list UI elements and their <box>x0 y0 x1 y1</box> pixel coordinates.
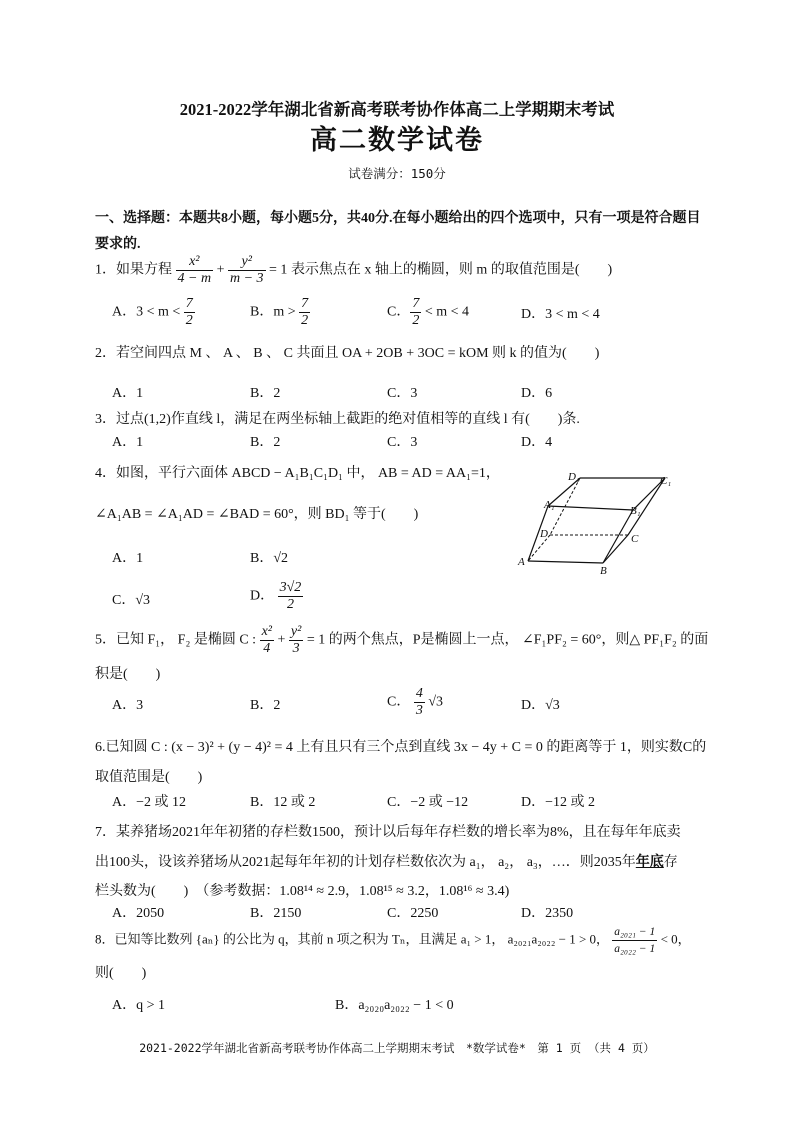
section-heading: 一、选择题：本题共8小题，每小题5分，共40分.在每小题给出的四个选项中，只有一项是符合题目要求的. <box>95 211 701 252</box>
q6-option-c: C．−2 或 −12 <box>387 795 469 810</box>
question-5-line-2: 积是( ) <box>95 667 161 682</box>
question-8-line-1: 8．已知等比数列 {aₙ} 的公比为 q，其前 n 项之积为 Tₙ，且满足 a₁ > 1， a₂₀₂₁a₂₀₂₂ − 1 > 0， $\frac{\text{a₂₀₂₁ − 1}}{\text{a₂₀₂₂ − 1}}$ < 0， <box>95 926 691 955</box>
vertex-d-label: D <box>540 528 548 540</box>
exam-subject-title: 高二数学试卷 <box>310 125 484 155</box>
exam-score-note: 试卷满分：150分 <box>348 166 446 181</box>
q2-option-a: A．1 <box>112 386 144 401</box>
q6-option-b: B．12 或 2 <box>250 795 316 810</box>
q3-option-c: C．3 <box>387 435 418 450</box>
vertex-d1-label: D₁ <box>568 471 580 483</box>
exam-title: 2021-2022学年湖北省新高考联考协作体高二上学期期末考试 <box>179 100 615 119</box>
vertex-b1-label: B₁ <box>630 505 641 517</box>
vertex-b-label: B <box>600 565 607 577</box>
q4-option-d: D． $\frac{3√2}{2}$ <box>250 580 302 612</box>
question-7-line-1: 7．某养猪场2021年年初猪的存栏数1500，预计以后每年存栏数的增长率为8%，且在每年年底卖 <box>95 825 681 840</box>
q1-option-b: B．m > $\frac{7}{2}$ <box>250 296 309 328</box>
q1-option-d: D．3 < m < 4 <box>521 307 600 322</box>
q5-option-c: C． $\frac{4}{3}$ √3 <box>387 686 444 718</box>
q7-option-c: C．2250 <box>387 906 439 921</box>
question-4-line-1: 4．如图，平行六面体 ABCD − A₁B₁C₁D₁ 中， AB = AD = AA₁=1， <box>95 466 500 481</box>
q8-option-a: A．q > 1 <box>112 998 166 1013</box>
question-6-line-2: 取值范围是( ) <box>95 770 203 785</box>
q4-option-b: B．√2 <box>250 551 289 566</box>
q1-option-a: A．3 < m < $\frac{7}{2}$ <box>112 296 193 328</box>
q4-option-c: C．√3 <box>112 593 151 608</box>
question-2: 2．若空间四点 M 、 A 、 B 、 C 共面且 OA + 2OB + 3OC = kOM 则 k 的值为( ) <box>95 346 600 361</box>
q6-option-d: D．−12 或 2 <box>521 795 596 810</box>
question-7-line-2: 出100头，设该养猪场从2021起每年年初的计划存栏数依次为 a₁， a₂， a₃，…．则2035年年底存 <box>95 855 678 870</box>
question-4-line-2: ∠A₁AB = ∠A₁AD = ∠BAD = 60°，则 BD₁ 等于( ) <box>95 507 419 522</box>
q7-option-b: B．2150 <box>250 906 302 921</box>
question-6-line-1: 6.已知圆 C : (x − 3)² + (y − 4)² = 4 上有且只有三个点到直线 3x − 4y + C = 0 的距离等于 1，则实数C的 <box>95 740 707 755</box>
q2-option-b: B．2 <box>250 386 281 401</box>
question-8-line-2: 则( ) <box>95 966 147 981</box>
q8-option-b: B．a₂₀₂₀a₂₀₂₂ − 1 < 0 <box>335 998 454 1013</box>
vertex-c1-label: C₁ <box>660 475 672 487</box>
question-7-line-3: 栏头数为( ) （参考数据：1.08¹⁴ ≈ 2.9，1.08¹⁵ ≈ 3.2，1.08¹⁶ ≈ 3.4) <box>95 884 510 899</box>
q7-option-d: D．2350 <box>521 906 574 921</box>
vertex-a1-label: A₁ <box>544 499 555 511</box>
q5-option-b: B．2 <box>250 698 281 713</box>
vertex-c-label: C <box>631 533 639 545</box>
q2-option-d: D．6 <box>521 386 553 401</box>
q3-option-b: B．2 <box>250 435 281 450</box>
q2-option-c: C．3 <box>387 386 418 401</box>
vertex-a-label: A <box>518 556 525 568</box>
question-5-line-1: 5．已知 F₁， F₂ 是椭圆 C : $\frac{\text{x²}}{4}$ + $\frac{\text{y²}}{3}$ = 1 的两个焦点，P是椭圆上一点， ∠F₁PF₂ = 60°，则△ PF₁F₂ 的面 <box>95 624 709 656</box>
q3-option-a: A．1 <box>112 435 144 450</box>
q4-option-a: A．1 <box>112 551 144 566</box>
question-1: 1．如果方程 $\frac{\text{x²}}{4 - m}$ + $\frac{\text{y²}}{m - 3}$ = 1 表示焦点在 x 轴上的椭圆，则 m 的取值范围是( ) <box>95 254 613 286</box>
q5-option-a: A．3 <box>112 698 144 713</box>
parallelepiped-figure <box>510 468 700 578</box>
q1-option-c: C． $\frac{7}{2}$ < m < 4 <box>387 296 470 328</box>
q5-option-d: D．√3 <box>521 698 560 713</box>
q7-option-a: A．2050 <box>112 906 165 921</box>
page-footer: 2021-2022学年湖北省新高考联考协作体高二上学期期末考试 *数学试卷* 第 1 页 （共 4 页） <box>139 1041 655 1055</box>
q3-option-d: D．4 <box>521 435 553 450</box>
q6-option-a: A．−2 或 12 <box>112 795 187 810</box>
question-3: 3．过点(1,2)作直线 l，满足在两坐标轴上截距的绝对值相等的直线 l 有( )条. <box>95 412 580 427</box>
